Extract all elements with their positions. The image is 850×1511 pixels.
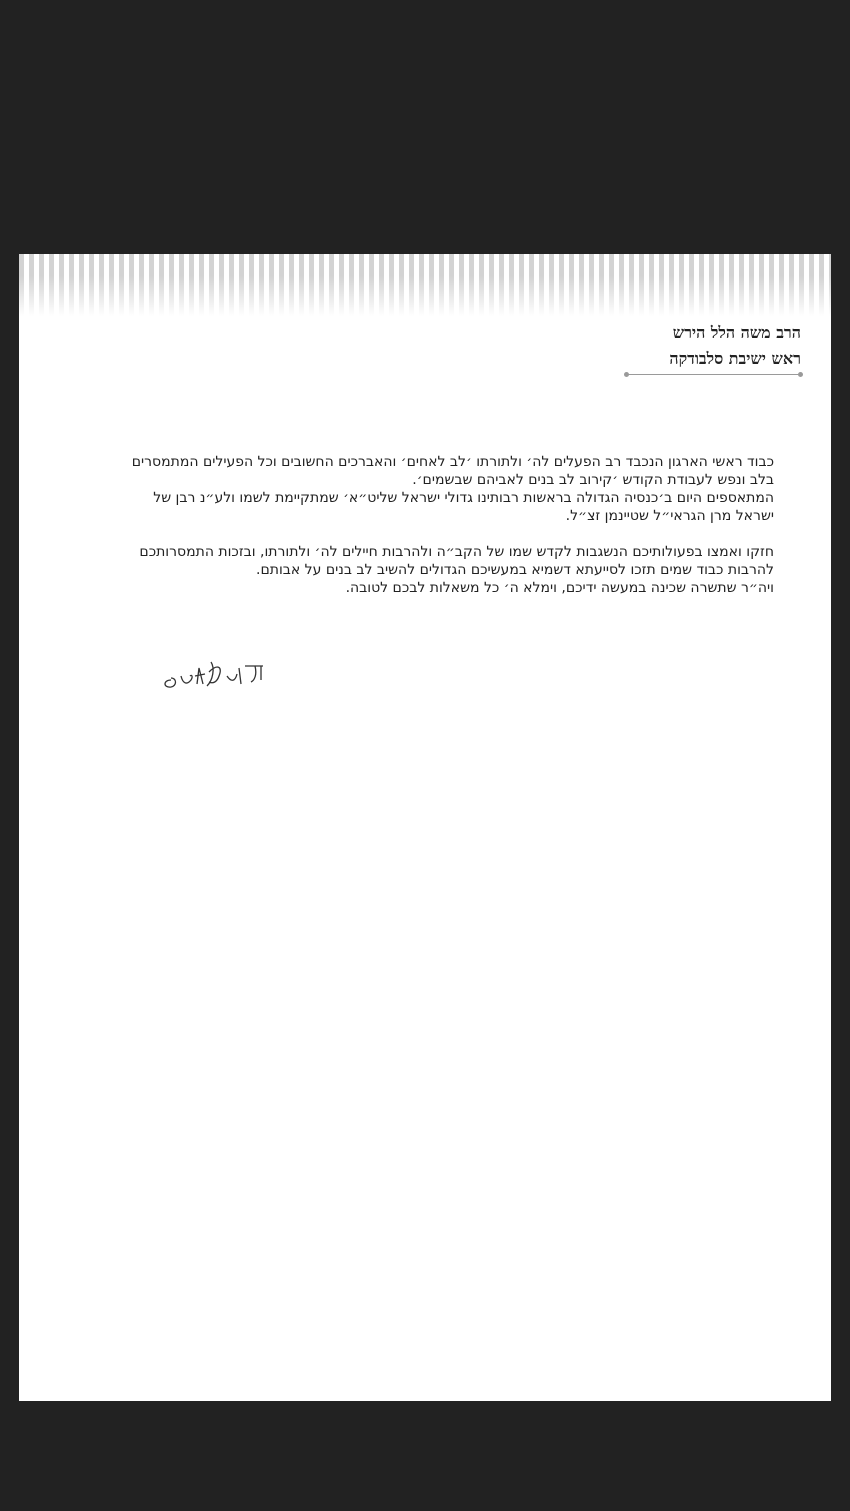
body-line: להרבות כבוד שמים תזכו לסייעתא דשמיא במעשיכם הגדולים להשיב לב בנים על אבותם. <box>256 562 774 578</box>
body-line: ויה״ר שתשרה שכינה במעשה ידיכם, וימלא ה׳ כל משאלות לבכם לטובה. <box>345 580 774 596</box>
letterhead-stripe-banner <box>19 254 831 316</box>
body-line: חזקו ואמצו בפעולותיכם הנשגבות לקדש שמו של הקב״ה ולהרבות חיילים לה׳ ולתורתו, ובזכות התמסרותכם <box>139 544 774 560</box>
letterhead-divider <box>626 374 801 375</box>
letter-page <box>19 254 831 1401</box>
body-line: בלב ונפש לעבודת הקודש ׳קירוב לב בנים לאביהם שבשמים׳. <box>412 472 774 488</box>
paragraph-gap <box>74 525 774 543</box>
body-line: ישראל מרן הגראי״ל שטיינמן זצ״ל. <box>565 508 774 524</box>
letterhead-name: הרב משה הלל הירש <box>672 323 801 342</box>
letterhead <box>581 320 801 372</box>
signature-icon <box>159 654 269 694</box>
body-line: המתאספים היום ב׳כנסיה הגדולה בראשות רבותינו גדולי ישראל שליט״א׳ שמתקיימת לשמו ולע״נ רבן של <box>153 490 774 506</box>
body-line: כבוד ראשי הארגון הנכבד רב הפעלים לה׳ ולתורתו ׳לב לאחים׳ והאברכים החשובים וכל הפעילים המתמסרים <box>131 454 774 470</box>
letter-body <box>74 453 774 597</box>
letterhead-title: ראש ישיבת סלבודקה <box>669 349 801 368</box>
